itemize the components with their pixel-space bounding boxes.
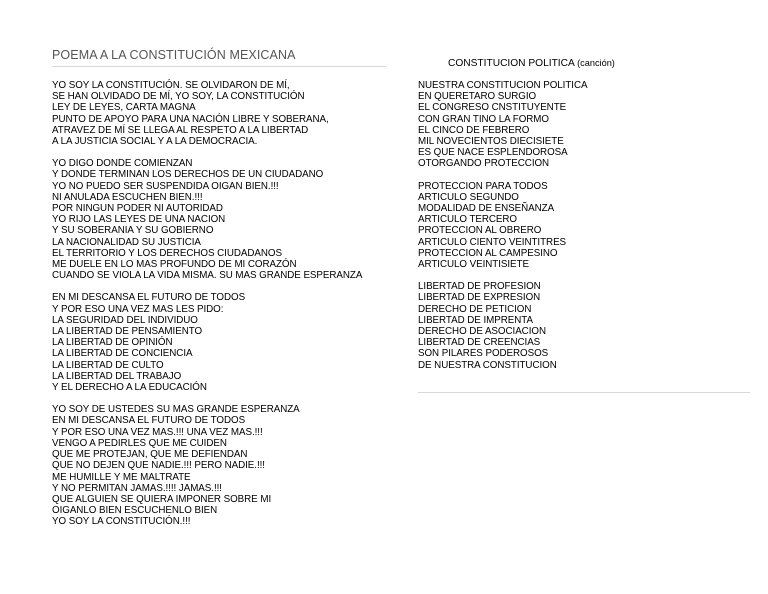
verse-line: PUNTO DE APOYO PARA UNA NACIÓN LIBRE Y SOBERANA, (52, 113, 329, 125)
verse-line: DERECHO DE PETICION (418, 303, 532, 315)
verse-line: PROTECCION AL CAMPESINO (418, 247, 558, 259)
verse-line: QUE ME PROTEJAN, QUE ME DEFIENDAN (52, 449, 248, 461)
verse-line: PROTECCION AL OBRERO (418, 225, 542, 237)
verse-line: LA LIBERTAD DEL TRABAJO (52, 370, 182, 382)
verse-line: MIL NOVECIENTOS DIECISIETE (418, 136, 564, 148)
verse-line: ARTICULO VEINTISIETE (418, 259, 529, 271)
verse-line: LA LIBERTAD DE CONCIENCIA (52, 348, 193, 360)
stanza (418, 181, 752, 271)
verse-line: EN QUERETARO SURGIO (418, 91, 537, 103)
verse-line: YO NO PUEDO SER SUSPENDIDA OIGAN BIEN.!!! (52, 180, 279, 192)
verse-line: LA LIBERTAD DE PENSAMIENTO (52, 326, 203, 338)
verse-line: SON PILARES PODEROSOS (418, 348, 549, 360)
verse-line: YO SOY DE USTEDES SU MAS GRANDE ESPERANZA (52, 404, 300, 416)
verse-line: EL TERRITORIO Y LOS DERECHOS CIUDADANOS (52, 247, 282, 259)
verse-line: LA SEGURIDAD DEL INDIVIDUO (52, 314, 198, 326)
song-subtitle: (canción) (577, 58, 615, 68)
verse-line: Y EL DERECHO A LA EDUCACIÓN (52, 382, 207, 394)
verse-line: ES QUE NACE ESPLENDOROSA (418, 147, 568, 159)
verse-line: ME HUMILLE Y ME MALTRATE (52, 471, 191, 483)
verse-line: POR NINGUN PODER NI AUTORIDAD (52, 203, 223, 215)
poem-title: POEMA A LA CONSTITUCIÓN MEXICANA (52, 48, 386, 67)
stanza (418, 80, 752, 170)
stanza (52, 158, 386, 281)
verse-line: EL CONGRESO CNSTITUYENTE (418, 102, 567, 114)
song-column (418, 58, 752, 382)
verse-line: YO SOY LA CONSTITUCIÓN. SE OLVIDARON DE MÍ, (52, 80, 290, 91)
stanza (418, 281, 752, 371)
verse-line: OIGANLO BIEN ESCUCHENLO BIEN (52, 505, 218, 517)
stanza (52, 404, 386, 527)
verse-line: LIBERTAD DE CREENCIAS (418, 337, 541, 349)
verse-line: CON GRAN TINO LA FORMO (418, 113, 549, 125)
verse-line: QUE ALGUIEN SE QUIERA IMPONER SOBRE MI (52, 493, 272, 505)
verse-line: DE NUESTRA CONSTITUCION (418, 359, 557, 371)
verse-line: ARTICULO TERCERO (418, 214, 518, 226)
song-title-text: CONSTITUCION POLITICA (448, 58, 575, 69)
verse-line: EN MI DESCANSA EL FUTURO DE TODOS (52, 292, 246, 304)
verse-line: QUE NO DEJEN QUE NADIE.!!! PERO NADIE.!!! (52, 460, 265, 472)
verse-line: Y SU SOBERANIA Y SU GOBIERNO (52, 225, 214, 237)
song-stanzas (418, 80, 752, 371)
verse-line: LEY DE LEYES, CARTA MAGNA (52, 102, 196, 114)
verse-line: LA LIBERTAD DE OPINIÓN (52, 337, 173, 349)
verse-line: LIBERTAD DE EXPRESION (418, 292, 541, 304)
verse-line: PROTECCION PARA TODOS (418, 180, 548, 192)
verse-line: LA LIBERTAD DE CULTO (52, 359, 164, 371)
verse-line: DERECHO DE ASOCIACION (418, 326, 546, 338)
verse-line: LIBERTAD DE PROFESION (418, 281, 541, 293)
verse-line: VENGO A PEDIRLES QUE ME CUIDEN (52, 437, 227, 449)
poem-stanzas (52, 80, 386, 528)
song-title (448, 58, 752, 69)
verse-line: Y POR ESO UNA VEZ MAS.!!! UNA VEZ MAS.!!! (52, 426, 263, 438)
divider-line (418, 392, 750, 393)
verse-line: ME DUELE EN LO MAS PROFUNDO DE MI CORAZÓN (52, 259, 297, 271)
verse-line: Y NO PERMITAN JAMAS.!!!! JAMAS.!!! (52, 482, 222, 494)
verse-line: ARTICULO SEGUNDO (418, 191, 519, 203)
verse-line: EL CINCO DE FEBRERO (418, 124, 530, 136)
verse-line: MODALIDAD DE ENSEÑANZA (418, 203, 555, 215)
verse-line: SE HAN OLVIDADO DE MÍ, YO SOY, LA CONSTITUCIÓN (52, 91, 305, 103)
verse-line: LIBERTAD DE IMPRENTA (418, 314, 533, 326)
stanza (52, 80, 386, 147)
verse-line: YO DIGO DONDE COMIENZAN (52, 158, 193, 170)
verse-line: ATRAVEZ DE MÍ SE LLEGA AL RESPETO A LA LIBERTAD (52, 124, 309, 136)
verse-line: OTORGANDO PROTECCION (418, 158, 550, 170)
verse-line: YO RIJO LAS LEYES DE UNA NACION (52, 214, 226, 226)
verse-line: NI ANULADA ESCUCHEN BIEN.!!! (52, 191, 203, 203)
verse-line: YO SOY LA CONSTITUCIÓN.!!! (52, 516, 191, 528)
verse-line: ARTICULO CIENTO VEINTITRES (418, 236, 567, 248)
poem-column (52, 48, 386, 539)
stanza (52, 292, 386, 393)
verse-line: CUANDO SE VIOLA LA VIDA MISMA. SU MAS GRANDE ESPERANZA (52, 270, 363, 282)
verse-line: LA NACIONALIDAD SU JUSTICIA (52, 236, 201, 248)
verse-line: Y DONDE TERMINAN LOS DERECHOS DE UN CIUDADANO (52, 169, 324, 181)
verse-line: NUESTRA CONSTITUCION POLITICA (418, 80, 588, 91)
verse-line: A LA JUSTICIA SOCIAL Y A LA DEMOCRACIA. (52, 136, 258, 148)
verse-line: EN MI DESCANSA EL FUTURO DE TODOS (52, 415, 246, 427)
verse-line: Y POR ESO UNA VEZ MAS LES PIDO: (52, 303, 224, 315)
